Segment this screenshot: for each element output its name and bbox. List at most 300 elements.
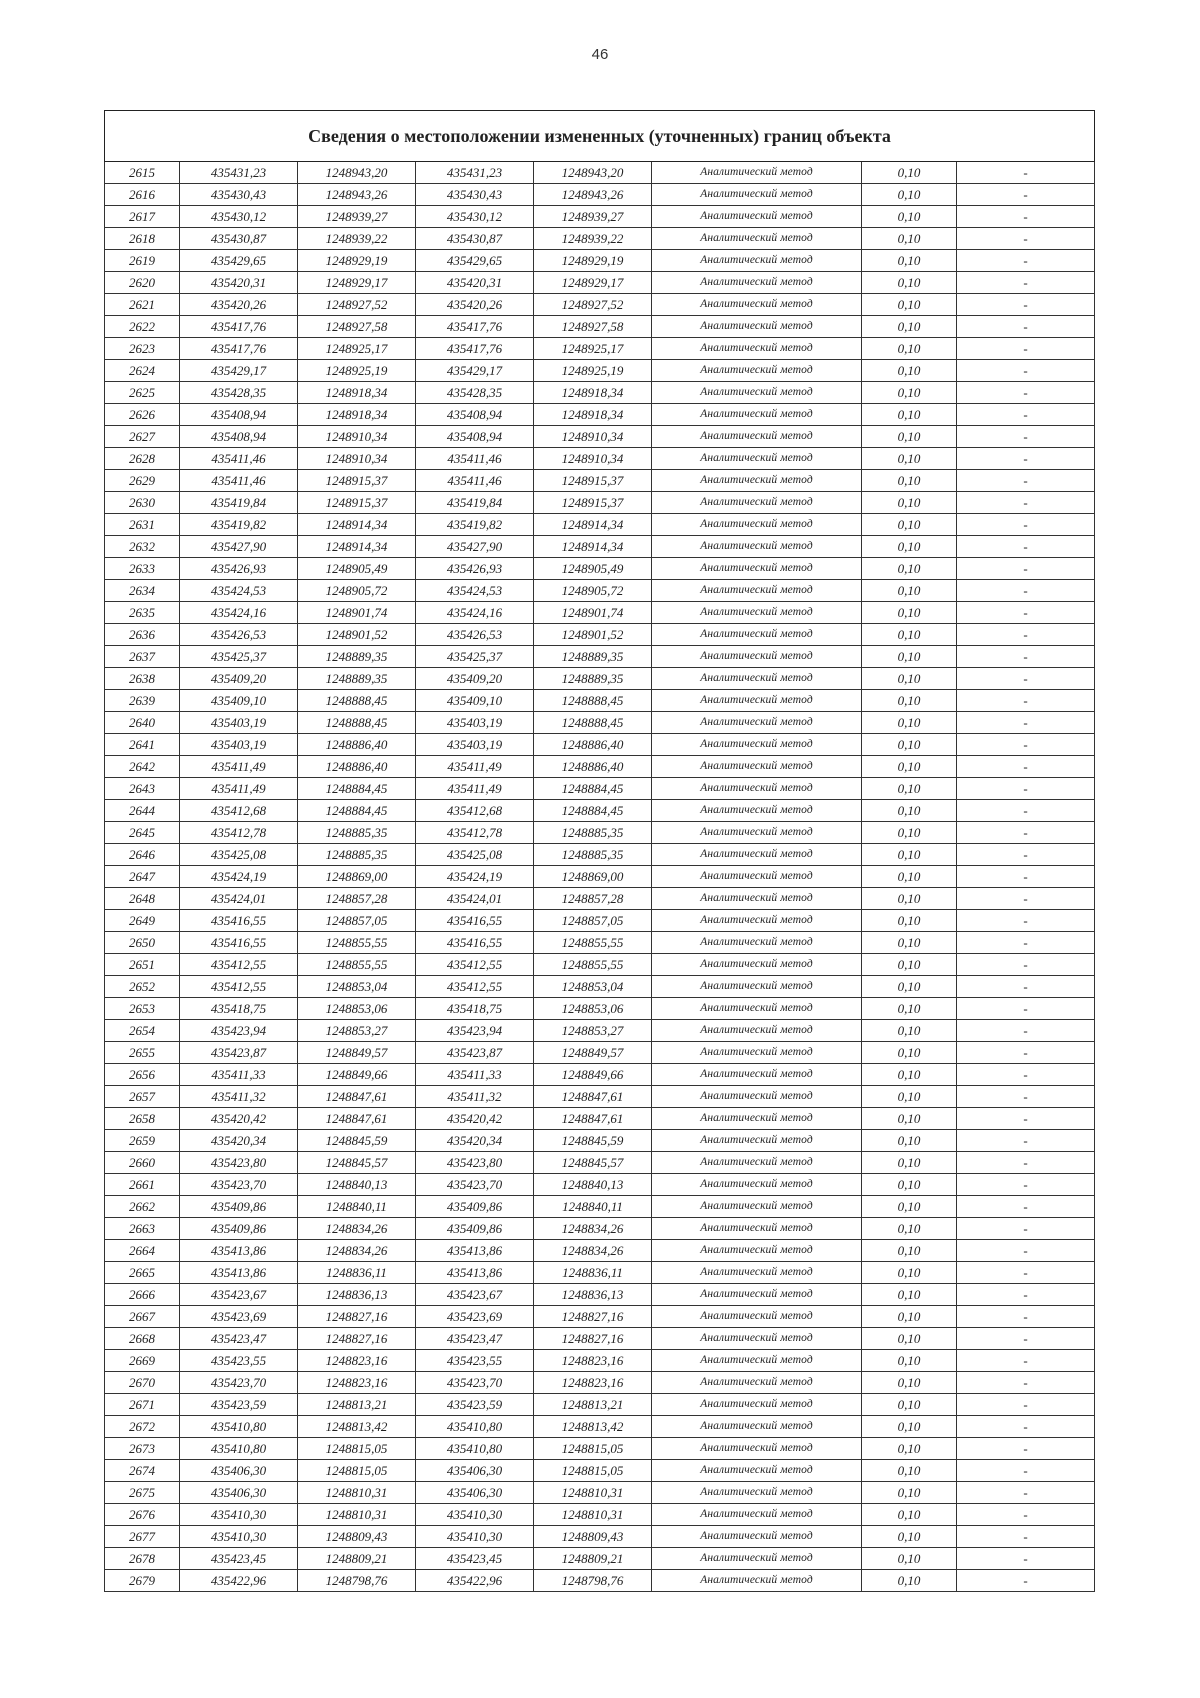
y-new-cell: 1248813,42 [534, 1416, 652, 1438]
method-cell: Аналитический метод [652, 910, 862, 932]
note-cell: - [957, 712, 1095, 734]
table-row [105, 206, 1095, 228]
precision-cell: 0,10 [862, 844, 957, 866]
y-existing-cell: 1248853,06 [298, 998, 416, 1020]
precision-cell: 0,10 [862, 426, 957, 448]
precision-cell: 0,10 [862, 360, 957, 382]
x-existing-cell: 435412,55 [180, 954, 298, 976]
y-existing-cell: 1248849,66 [298, 1064, 416, 1086]
x-existing-cell: 435411,46 [180, 448, 298, 470]
point-number-cell: 2631 [105, 514, 180, 536]
y-existing-cell: 1248888,45 [298, 690, 416, 712]
precision-cell: 0,10 [862, 162, 957, 184]
note-cell: - [957, 866, 1095, 888]
point-number-cell: 2657 [105, 1086, 180, 1108]
table-row [105, 1350, 1095, 1372]
note-cell: - [957, 1020, 1095, 1042]
method-cell: Аналитический метод [652, 536, 862, 558]
method-cell: Аналитический метод [652, 1570, 862, 1592]
y-new-cell: 1248853,27 [534, 1020, 652, 1042]
table-row [105, 1526, 1095, 1548]
note-cell: - [957, 1284, 1095, 1306]
y-new-cell: 1248885,35 [534, 822, 652, 844]
x-new-cell: 435423,67 [416, 1284, 534, 1306]
x-existing-cell: 435427,90 [180, 536, 298, 558]
note-cell: - [957, 1438, 1095, 1460]
x-existing-cell: 435408,94 [180, 426, 298, 448]
table-row [105, 1306, 1095, 1328]
x-existing-cell: 435406,30 [180, 1482, 298, 1504]
x-existing-cell: 435423,94 [180, 1020, 298, 1042]
y-existing-cell: 1248889,35 [298, 668, 416, 690]
y-new-cell: 1248827,16 [534, 1306, 652, 1328]
note-cell: - [957, 1196, 1095, 1218]
method-cell: Аналитический метод [652, 1394, 862, 1416]
precision-cell: 0,10 [862, 1284, 957, 1306]
x-new-cell: 435424,16 [416, 602, 534, 624]
x-existing-cell: 435410,30 [180, 1526, 298, 1548]
y-existing-cell: 1248840,11 [298, 1196, 416, 1218]
x-new-cell: 435425,08 [416, 844, 534, 866]
x-existing-cell: 435424,19 [180, 866, 298, 888]
method-cell: Аналитический метод [652, 1328, 862, 1350]
method-cell: Аналитический метод [652, 1064, 862, 1086]
precision-cell: 0,10 [862, 998, 957, 1020]
y-existing-cell: 1248840,13 [298, 1174, 416, 1196]
precision-cell: 0,10 [862, 558, 957, 580]
point-number-cell: 2656 [105, 1064, 180, 1086]
y-new-cell: 1248855,55 [534, 954, 652, 976]
note-cell: - [957, 514, 1095, 536]
y-existing-cell: 1248929,19 [298, 250, 416, 272]
table-row [105, 800, 1095, 822]
method-cell: Аналитический метод [652, 1482, 862, 1504]
x-existing-cell: 435423,70 [180, 1174, 298, 1196]
point-number-cell: 2674 [105, 1460, 180, 1482]
point-number-cell: 2632 [105, 536, 180, 558]
point-number-cell: 2630 [105, 492, 180, 514]
y-existing-cell: 1248905,49 [298, 558, 416, 580]
table-row [105, 448, 1095, 470]
table-row [105, 1416, 1095, 1438]
x-existing-cell: 435416,55 [180, 910, 298, 932]
point-number-cell: 2627 [105, 426, 180, 448]
y-new-cell: 1248798,76 [534, 1570, 652, 1592]
x-existing-cell: 435410,30 [180, 1504, 298, 1526]
method-cell: Аналитический метод [652, 624, 862, 646]
x-new-cell: 435411,32 [416, 1086, 534, 1108]
y-existing-cell: 1248853,27 [298, 1020, 416, 1042]
note-cell: - [957, 1108, 1095, 1130]
y-new-cell: 1248847,61 [534, 1086, 652, 1108]
y-new-cell: 1248915,37 [534, 492, 652, 514]
table-row [105, 866, 1095, 888]
x-existing-cell: 435423,80 [180, 1152, 298, 1174]
x-new-cell: 435412,68 [416, 800, 534, 822]
y-existing-cell: 1248813,21 [298, 1394, 416, 1416]
x-new-cell: 435423,70 [416, 1372, 534, 1394]
method-cell: Аналитический метод [652, 250, 862, 272]
x-existing-cell: 435426,93 [180, 558, 298, 580]
precision-cell: 0,10 [862, 602, 957, 624]
x-new-cell: 435410,30 [416, 1504, 534, 1526]
table-row [105, 1394, 1095, 1416]
x-new-cell: 435423,87 [416, 1042, 534, 1064]
y-existing-cell: 1248901,52 [298, 624, 416, 646]
y-new-cell: 1248943,26 [534, 184, 652, 206]
x-existing-cell: 435423,67 [180, 1284, 298, 1306]
y-new-cell: 1248929,17 [534, 272, 652, 294]
precision-cell: 0,10 [862, 1526, 957, 1548]
precision-cell: 0,10 [862, 1548, 957, 1570]
table-row [105, 228, 1095, 250]
x-existing-cell: 435410,80 [180, 1438, 298, 1460]
x-new-cell: 435413,86 [416, 1240, 534, 1262]
x-existing-cell: 435403,19 [180, 712, 298, 734]
point-number-cell: 2621 [105, 294, 180, 316]
x-new-cell: 435422,96 [416, 1570, 534, 1592]
x-new-cell: 435411,46 [416, 470, 534, 492]
point-number-cell: 2640 [105, 712, 180, 734]
x-new-cell: 435423,59 [416, 1394, 534, 1416]
y-new-cell: 1248884,45 [534, 800, 652, 822]
table-row [105, 294, 1095, 316]
y-existing-cell: 1248836,13 [298, 1284, 416, 1306]
y-existing-cell: 1248809,21 [298, 1548, 416, 1570]
x-new-cell: 435424,01 [416, 888, 534, 910]
point-number-cell: 2659 [105, 1130, 180, 1152]
x-existing-cell: 435419,84 [180, 492, 298, 514]
point-number-cell: 2650 [105, 932, 180, 954]
point-number-cell: 2666 [105, 1284, 180, 1306]
y-new-cell: 1248855,55 [534, 932, 652, 954]
precision-cell: 0,10 [862, 1196, 957, 1218]
y-new-cell: 1248849,66 [534, 1064, 652, 1086]
x-existing-cell: 435408,94 [180, 404, 298, 426]
point-number-cell: 2620 [105, 272, 180, 294]
note-cell: - [957, 800, 1095, 822]
x-new-cell: 435403,19 [416, 734, 534, 756]
y-new-cell: 1248845,57 [534, 1152, 652, 1174]
table-row [105, 822, 1095, 844]
precision-cell: 0,10 [862, 800, 957, 822]
precision-cell: 0,10 [862, 536, 957, 558]
precision-cell: 0,10 [862, 206, 957, 228]
y-new-cell: 1248836,13 [534, 1284, 652, 1306]
y-existing-cell: 1248914,34 [298, 536, 416, 558]
x-new-cell: 435419,82 [416, 514, 534, 536]
y-new-cell: 1248853,06 [534, 998, 652, 1020]
y-new-cell: 1248810,31 [534, 1504, 652, 1526]
table-row [105, 184, 1095, 206]
point-number-cell: 2651 [105, 954, 180, 976]
x-new-cell: 435408,94 [416, 404, 534, 426]
x-existing-cell: 435409,86 [180, 1218, 298, 1240]
method-cell: Аналитический метод [652, 1262, 862, 1284]
point-number-cell: 2662 [105, 1196, 180, 1218]
x-new-cell: 435424,53 [416, 580, 534, 602]
precision-cell: 0,10 [862, 932, 957, 954]
x-existing-cell: 435423,87 [180, 1042, 298, 1064]
point-number-cell: 2635 [105, 602, 180, 624]
point-number-cell: 2633 [105, 558, 180, 580]
point-number-cell: 2639 [105, 690, 180, 712]
table-body [105, 162, 1095, 1592]
method-cell: Аналитический метод [652, 1460, 862, 1482]
table-row [105, 316, 1095, 338]
y-existing-cell: 1248914,34 [298, 514, 416, 536]
note-cell: - [957, 910, 1095, 932]
x-new-cell: 435429,17 [416, 360, 534, 382]
note-cell: - [957, 1416, 1095, 1438]
x-existing-cell: 435412,68 [180, 800, 298, 822]
y-existing-cell: 1248827,16 [298, 1306, 416, 1328]
note-cell: - [957, 1394, 1095, 1416]
method-cell: Аналитический метод [652, 426, 862, 448]
method-cell: Аналитический метод [652, 1416, 862, 1438]
method-cell: Аналитический метод [652, 294, 862, 316]
x-existing-cell: 435413,86 [180, 1262, 298, 1284]
y-new-cell: 1248823,16 [534, 1372, 652, 1394]
x-existing-cell: 435423,45 [180, 1548, 298, 1570]
method-cell: Аналитический метод [652, 1042, 862, 1064]
point-number-cell: 2663 [105, 1218, 180, 1240]
x-existing-cell: 435423,69 [180, 1306, 298, 1328]
y-new-cell: 1248939,27 [534, 206, 652, 228]
method-cell: Аналитический метод [652, 756, 862, 778]
method-cell: Аналитический метод [652, 778, 862, 800]
method-cell: Аналитический метод [652, 514, 862, 536]
precision-cell: 0,10 [862, 910, 957, 932]
x-new-cell: 435419,84 [416, 492, 534, 514]
point-number-cell: 2679 [105, 1570, 180, 1592]
method-cell: Аналитический метод [652, 1020, 862, 1042]
x-existing-cell: 435430,12 [180, 206, 298, 228]
precision-cell: 0,10 [862, 1504, 957, 1526]
y-new-cell: 1248914,34 [534, 536, 652, 558]
precision-cell: 0,10 [862, 1394, 957, 1416]
y-existing-cell: 1248884,45 [298, 778, 416, 800]
y-existing-cell: 1248845,57 [298, 1152, 416, 1174]
note-cell: - [957, 1064, 1095, 1086]
y-existing-cell: 1248939,22 [298, 228, 416, 250]
y-new-cell: 1248809,43 [534, 1526, 652, 1548]
y-new-cell: 1248918,34 [534, 404, 652, 426]
method-cell: Аналитический метод [652, 1438, 862, 1460]
note-cell: - [957, 272, 1095, 294]
x-new-cell: 435424,19 [416, 866, 534, 888]
y-existing-cell: 1248918,34 [298, 382, 416, 404]
point-number-cell: 2665 [105, 1262, 180, 1284]
table-row [105, 1218, 1095, 1240]
precision-cell: 0,10 [862, 668, 957, 690]
note-cell: - [957, 338, 1095, 360]
x-existing-cell: 435420,42 [180, 1108, 298, 1130]
point-number-cell: 2649 [105, 910, 180, 932]
precision-cell: 0,10 [862, 448, 957, 470]
x-existing-cell: 435411,32 [180, 1086, 298, 1108]
x-new-cell: 435420,34 [416, 1130, 534, 1152]
y-existing-cell: 1248853,04 [298, 976, 416, 998]
x-existing-cell: 435412,78 [180, 822, 298, 844]
y-new-cell: 1248901,74 [534, 602, 652, 624]
precision-cell: 0,10 [862, 756, 957, 778]
note-cell: - [957, 206, 1095, 228]
table-row [105, 558, 1095, 580]
table-row [105, 382, 1095, 404]
note-cell: - [957, 470, 1095, 492]
point-number-cell: 2636 [105, 624, 180, 646]
note-cell: - [957, 844, 1095, 866]
method-cell: Аналитический метод [652, 800, 862, 822]
method-cell: Аналитический метод [652, 1372, 862, 1394]
table-row [105, 712, 1095, 734]
point-number-cell: 2624 [105, 360, 180, 382]
method-cell: Аналитический метод [652, 272, 862, 294]
x-new-cell: 435417,76 [416, 316, 534, 338]
note-cell: - [957, 976, 1095, 998]
table-row [105, 844, 1095, 866]
x-new-cell: 435403,19 [416, 712, 534, 734]
x-existing-cell: 435424,53 [180, 580, 298, 602]
y-existing-cell: 1248915,37 [298, 470, 416, 492]
x-existing-cell: 435430,43 [180, 184, 298, 206]
x-new-cell: 435408,94 [416, 426, 534, 448]
precision-cell: 0,10 [862, 734, 957, 756]
table-row [105, 1460, 1095, 1482]
precision-cell: 0,10 [862, 184, 957, 206]
note-cell: - [957, 580, 1095, 602]
y-existing-cell: 1248886,40 [298, 734, 416, 756]
point-number-cell: 2623 [105, 338, 180, 360]
table-row [105, 1548, 1095, 1570]
x-existing-cell: 435409,20 [180, 668, 298, 690]
note-cell: - [957, 228, 1095, 250]
method-cell: Аналитический метод [652, 1350, 862, 1372]
point-number-cell: 2634 [105, 580, 180, 602]
x-new-cell: 435409,20 [416, 668, 534, 690]
x-new-cell: 435412,55 [416, 954, 534, 976]
note-cell: - [957, 932, 1095, 954]
y-existing-cell: 1248847,61 [298, 1086, 416, 1108]
method-cell: Аналитический метод [652, 646, 862, 668]
method-cell: Аналитический метод [652, 1306, 862, 1328]
table-row [105, 1262, 1095, 1284]
table-row [105, 1130, 1095, 1152]
x-existing-cell: 435413,86 [180, 1240, 298, 1262]
point-number-cell: 2661 [105, 1174, 180, 1196]
table-row [105, 1328, 1095, 1350]
x-existing-cell: 435406,30 [180, 1460, 298, 1482]
table-row [105, 954, 1095, 976]
x-new-cell: 435410,80 [416, 1416, 534, 1438]
note-cell: - [957, 734, 1095, 756]
table-row [105, 1086, 1095, 1108]
y-existing-cell: 1248888,45 [298, 712, 416, 734]
y-existing-cell: 1248798,76 [298, 1570, 416, 1592]
method-cell: Аналитический метод [652, 1130, 862, 1152]
method-cell: Аналитический метод [652, 360, 862, 382]
y-new-cell: 1248889,35 [534, 668, 652, 690]
y-new-cell: 1248836,11 [534, 1262, 652, 1284]
note-cell: - [957, 1218, 1095, 1240]
method-cell: Аналитический метод [652, 162, 862, 184]
y-new-cell: 1248813,21 [534, 1394, 652, 1416]
x-existing-cell: 435425,37 [180, 646, 298, 668]
point-number-cell: 2629 [105, 470, 180, 492]
y-existing-cell: 1248849,57 [298, 1042, 416, 1064]
point-number-cell: 2654 [105, 1020, 180, 1042]
x-new-cell: 435412,78 [416, 822, 534, 844]
table-row [105, 272, 1095, 294]
table-row [105, 910, 1095, 932]
method-cell: Аналитический метод [652, 976, 862, 998]
table-row [105, 580, 1095, 602]
x-existing-cell: 435417,76 [180, 338, 298, 360]
y-new-cell: 1248905,72 [534, 580, 652, 602]
note-cell: - [957, 1526, 1095, 1548]
precision-cell: 0,10 [862, 1020, 957, 1042]
note-cell: - [957, 1570, 1095, 1592]
point-number-cell: 2643 [105, 778, 180, 800]
y-new-cell: 1248939,22 [534, 228, 652, 250]
note-cell: - [957, 1460, 1095, 1482]
precision-cell: 0,10 [862, 294, 957, 316]
precision-cell: 0,10 [862, 976, 957, 998]
point-number-cell: 2616 [105, 184, 180, 206]
y-existing-cell: 1248809,43 [298, 1526, 416, 1548]
y-existing-cell: 1248810,31 [298, 1504, 416, 1526]
method-cell: Аналитический метод [652, 998, 862, 1020]
precision-cell: 0,10 [862, 1372, 957, 1394]
x-new-cell: 435423,45 [416, 1548, 534, 1570]
point-number-cell: 2675 [105, 1482, 180, 1504]
point-number-cell: 2672 [105, 1416, 180, 1438]
x-existing-cell: 435423,70 [180, 1372, 298, 1394]
x-new-cell: 435417,76 [416, 338, 534, 360]
precision-cell: 0,10 [862, 1064, 957, 1086]
note-cell: - [957, 1174, 1095, 1196]
y-existing-cell: 1248857,05 [298, 910, 416, 932]
table-row [105, 492, 1095, 514]
precision-cell: 0,10 [862, 1174, 957, 1196]
table-row [105, 1042, 1095, 1064]
x-new-cell: 435418,75 [416, 998, 534, 1020]
note-cell: - [957, 316, 1095, 338]
point-number-cell: 2638 [105, 668, 180, 690]
point-number-cell: 2660 [105, 1152, 180, 1174]
method-cell: Аналитический метод [652, 206, 862, 228]
method-cell: Аналитический метод [652, 954, 862, 976]
precision-cell: 0,10 [862, 1152, 957, 1174]
precision-cell: 0,10 [862, 580, 957, 602]
y-new-cell: 1248857,28 [534, 888, 652, 910]
table-row [105, 690, 1095, 712]
method-cell: Аналитический метод [652, 668, 862, 690]
y-new-cell: 1248910,34 [534, 426, 652, 448]
x-existing-cell: 435430,87 [180, 228, 298, 250]
x-existing-cell: 435426,53 [180, 624, 298, 646]
x-existing-cell: 435425,08 [180, 844, 298, 866]
table-row [105, 1482, 1095, 1504]
y-existing-cell: 1248910,34 [298, 426, 416, 448]
method-cell: Аналитический метод [652, 712, 862, 734]
point-number-cell: 2626 [105, 404, 180, 426]
table-row [105, 1152, 1095, 1174]
y-existing-cell: 1248905,72 [298, 580, 416, 602]
precision-cell: 0,10 [862, 1042, 957, 1064]
precision-cell: 0,10 [862, 1570, 957, 1592]
